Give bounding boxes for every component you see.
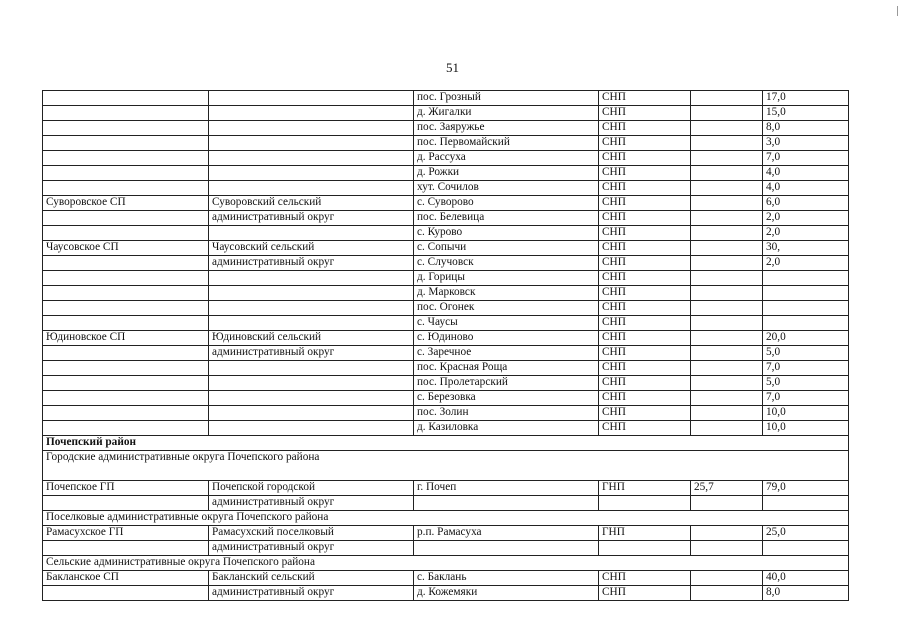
settlement-cell: пос. Огонек [414,301,599,316]
type-cell: СНП [599,586,691,601]
table-row [43,91,849,106]
sp-cell [43,256,209,271]
value2-cell: 5,0 [763,346,849,361]
sp-cell [43,586,209,601]
value1-cell [691,241,763,256]
value1-cell [691,421,763,436]
okrug-cell [209,136,414,151]
settlement-cell: д. Марковск [414,286,599,301]
type-cell: СНП [599,241,691,256]
table-row [43,346,849,361]
sp-cell [43,286,209,301]
sp-cell [43,376,209,391]
settlement-cell: пос. Пролетарский [414,376,599,391]
value2-cell: 40,0 [763,571,849,586]
sp-cell [43,421,209,436]
type-cell [599,496,691,511]
okrug-cell: административный округ [209,211,414,226]
table-row [43,106,849,121]
type-cell: СНП [599,151,691,166]
settlement-cell: с. Сопычи [414,241,599,256]
table-body [43,91,849,601]
type-cell: СНП [599,211,691,226]
sp-cell [43,151,209,166]
table-row [43,301,849,316]
table-row [43,361,849,376]
sp-cell [43,346,209,361]
type-cell: СНП [599,361,691,376]
table-row [43,556,849,571]
type-cell: СНП [599,346,691,361]
sp-cell [43,406,209,421]
type-cell: СНП [599,121,691,136]
settlement-cell: с. Заречное [414,346,599,361]
value1-cell [691,196,763,211]
sp-cell [43,301,209,316]
type-cell: СНП [599,91,691,106]
table-row [43,376,849,391]
value1-cell [691,406,763,421]
value2-cell [763,271,849,286]
table-row [43,316,849,331]
value2-cell [763,541,849,556]
table-row [43,451,849,481]
value2-cell [763,496,849,511]
table-row [43,481,849,496]
okrug-cell: Юдиновский сельский [209,331,414,346]
value2-cell: 17,0 [763,91,849,106]
okrug-cell [209,91,414,106]
type-cell: СНП [599,256,691,271]
okrug-cell [209,166,414,181]
value2-cell: 25,0 [763,526,849,541]
settlement-cell: д. Жигалки [414,106,599,121]
value2-cell: 15,0 [763,106,849,121]
type-cell: СНП [599,106,691,121]
value1-cell [691,541,763,556]
okrug-cell [209,376,414,391]
value1-cell [691,376,763,391]
value2-cell: 4,0 [763,166,849,181]
okrug-cell [209,106,414,121]
value1-cell [691,301,763,316]
settlement-cell: с. Курово [414,226,599,241]
value1-cell [691,526,763,541]
table-row [43,226,849,241]
okrug-cell: административный округ [209,346,414,361]
okrug-cell: административный округ [209,496,414,511]
type-cell [599,541,691,556]
value1-cell [691,136,763,151]
value2-cell: 20,0 [763,331,849,346]
okrug-cell: административный округ [209,256,414,271]
value1-cell [691,271,763,286]
table-row [43,511,849,526]
okrug-cell [209,286,414,301]
okrug-cell [209,391,414,406]
sp-cell: Рамасухское ГП [43,526,209,541]
page-number: 51 [446,60,459,75]
section-subheader: Поселковые административные округа Почепского района [43,511,849,526]
okrug-cell [209,151,414,166]
okrug-cell [209,406,414,421]
settlement-cell: пос. Заяружье [414,121,599,136]
settlement-cell: пос. Грозный [414,91,599,106]
value2-cell: 7,0 [763,151,849,166]
type-cell: СНП [599,301,691,316]
type-cell: СНП [599,196,691,211]
value1-cell [691,286,763,301]
settlement-cell: пос. Первомайский [414,136,599,151]
sp-cell [43,391,209,406]
sp-cell: Бакланское СП [43,571,209,586]
okrug-cell [209,226,414,241]
okrug-cell [209,361,414,376]
settlement-cell: д. Рассуха [414,151,599,166]
okrug-cell: административный округ [209,586,414,601]
settlement-cell [414,496,599,511]
type-cell: СНП [599,181,691,196]
sp-cell [43,91,209,106]
table-row [43,331,849,346]
table-row [43,241,849,256]
table-row [43,406,849,421]
okrug-cell: административный округ [209,541,414,556]
settlement-cell: г. Почеп [414,481,599,496]
settlement-cell: с. Баклань [414,571,599,586]
value2-cell: 10,0 [763,406,849,421]
sp-cell [43,181,209,196]
type-cell: СНП [599,166,691,181]
table-row [43,496,849,511]
value2-cell: 10,0 [763,421,849,436]
value1-cell [691,211,763,226]
value2-cell [763,286,849,301]
table-row [43,436,849,451]
table-row [43,571,849,586]
type-cell: СНП [599,316,691,331]
type-cell: СНП [599,226,691,241]
value2-cell: 7,0 [763,361,849,376]
settlement-cell: пос. Красная Роща [414,361,599,376]
value1-cell [691,391,763,406]
settlement-cell: с. Чаусы [414,316,599,331]
table-row [43,586,849,601]
value1-cell [691,331,763,346]
settlement-cell: хут. Сочилов [414,181,599,196]
type-cell: СНП [599,391,691,406]
sp-cell: Чаусовское СП [43,241,209,256]
settlement-cell: д. Казиловка [414,421,599,436]
value2-cell: 4,0 [763,181,849,196]
settlement-cell: д. Кожемяки [414,586,599,601]
value1-cell [691,346,763,361]
settlement-cell: с. Случовск [414,256,599,271]
okrug-cell: Чаусовский сельский [209,241,414,256]
table-row [43,166,849,181]
value1-cell [691,166,763,181]
table-row [43,121,849,136]
sp-cell [43,211,209,226]
table-row [43,181,849,196]
okrug-cell: Почепской городской [209,481,414,496]
okrug-cell: Рамасухский поселковый [209,526,414,541]
value1-cell [691,316,763,331]
okrug-cell [209,316,414,331]
type-cell: СНП [599,331,691,346]
type-cell: СНП [599,136,691,151]
sp-cell [43,106,209,121]
okrug-cell [209,421,414,436]
table-row [43,256,849,271]
settlement-cell: с. Суворово [414,196,599,211]
type-cell: СНП [599,571,691,586]
table-row [43,391,849,406]
value2-cell: 5,0 [763,376,849,391]
sp-cell [43,271,209,286]
value1-cell: 25,7 [691,481,763,496]
settlement-cell: пос. Белевица [414,211,599,226]
settlement-cell: д. Рожки [414,166,599,181]
sp-cell [43,361,209,376]
value2-cell: 3,0 [763,136,849,151]
sp-cell [43,316,209,331]
table-row [43,526,849,541]
table-row [43,211,849,226]
district-header: Почепский район [43,436,849,451]
sp-cell [43,226,209,241]
section-subheader: Сельские административные округа Почепского района [43,556,849,571]
settlement-cell [414,541,599,556]
value2-cell: 8,0 [763,586,849,601]
okrug-cell [209,121,414,136]
value1-cell [691,226,763,241]
value1-cell [691,121,763,136]
settlement-cell: пос. Золин [414,406,599,421]
value1-cell [691,571,763,586]
sp-cell: Юдиновское СП [43,331,209,346]
value1-cell [691,151,763,166]
table-row [43,541,849,556]
value1-cell [691,361,763,376]
value1-cell [691,106,763,121]
value2-cell [763,301,849,316]
okrug-cell [209,301,414,316]
okrug-cell [209,271,414,286]
settlements-table [42,90,849,601]
table-row [43,421,849,436]
type-cell: ГНП [599,481,691,496]
table-row [43,271,849,286]
value2-cell: 79,0 [763,481,849,496]
value2-cell: 8,0 [763,121,849,136]
scan-edge-mark [897,6,898,16]
sp-cell [43,541,209,556]
value2-cell: 2,0 [763,211,849,226]
table-row [43,151,849,166]
sp-cell [43,136,209,151]
settlement-cell: р.п. Рамасуха [414,526,599,541]
type-cell: СНП [599,271,691,286]
okrug-cell [209,181,414,196]
type-cell: СНП [599,286,691,301]
settlement-cell: с. Юдиново [414,331,599,346]
type-cell: СНП [599,376,691,391]
table-row [43,286,849,301]
value2-cell: 30, [763,241,849,256]
type-cell: СНП [599,421,691,436]
value2-cell [763,316,849,331]
okrug-cell: Бакланский сельский [209,571,414,586]
value1-cell [691,91,763,106]
table-row [43,136,849,151]
value1-cell [691,586,763,601]
type-cell: СНП [599,406,691,421]
okrug-cell: Суворовский сельский [209,196,414,211]
value1-cell [691,496,763,511]
sp-cell: Почепское ГП [43,481,209,496]
sp-cell [43,496,209,511]
sp-cell: Суворовское СП [43,196,209,211]
settlement-cell: с. Березовка [414,391,599,406]
value2-cell: 2,0 [763,256,849,271]
settlement-cell: д. Горицы [414,271,599,286]
section-subheader: Городские административные округа Почепского района [43,451,849,481]
sp-cell [43,166,209,181]
value1-cell [691,181,763,196]
value2-cell: 6,0 [763,196,849,211]
sp-cell [43,121,209,136]
value2-cell: 2,0 [763,226,849,241]
value1-cell [691,256,763,271]
type-cell: ГНП [599,526,691,541]
value2-cell: 7,0 [763,391,849,406]
table-row [43,196,849,211]
